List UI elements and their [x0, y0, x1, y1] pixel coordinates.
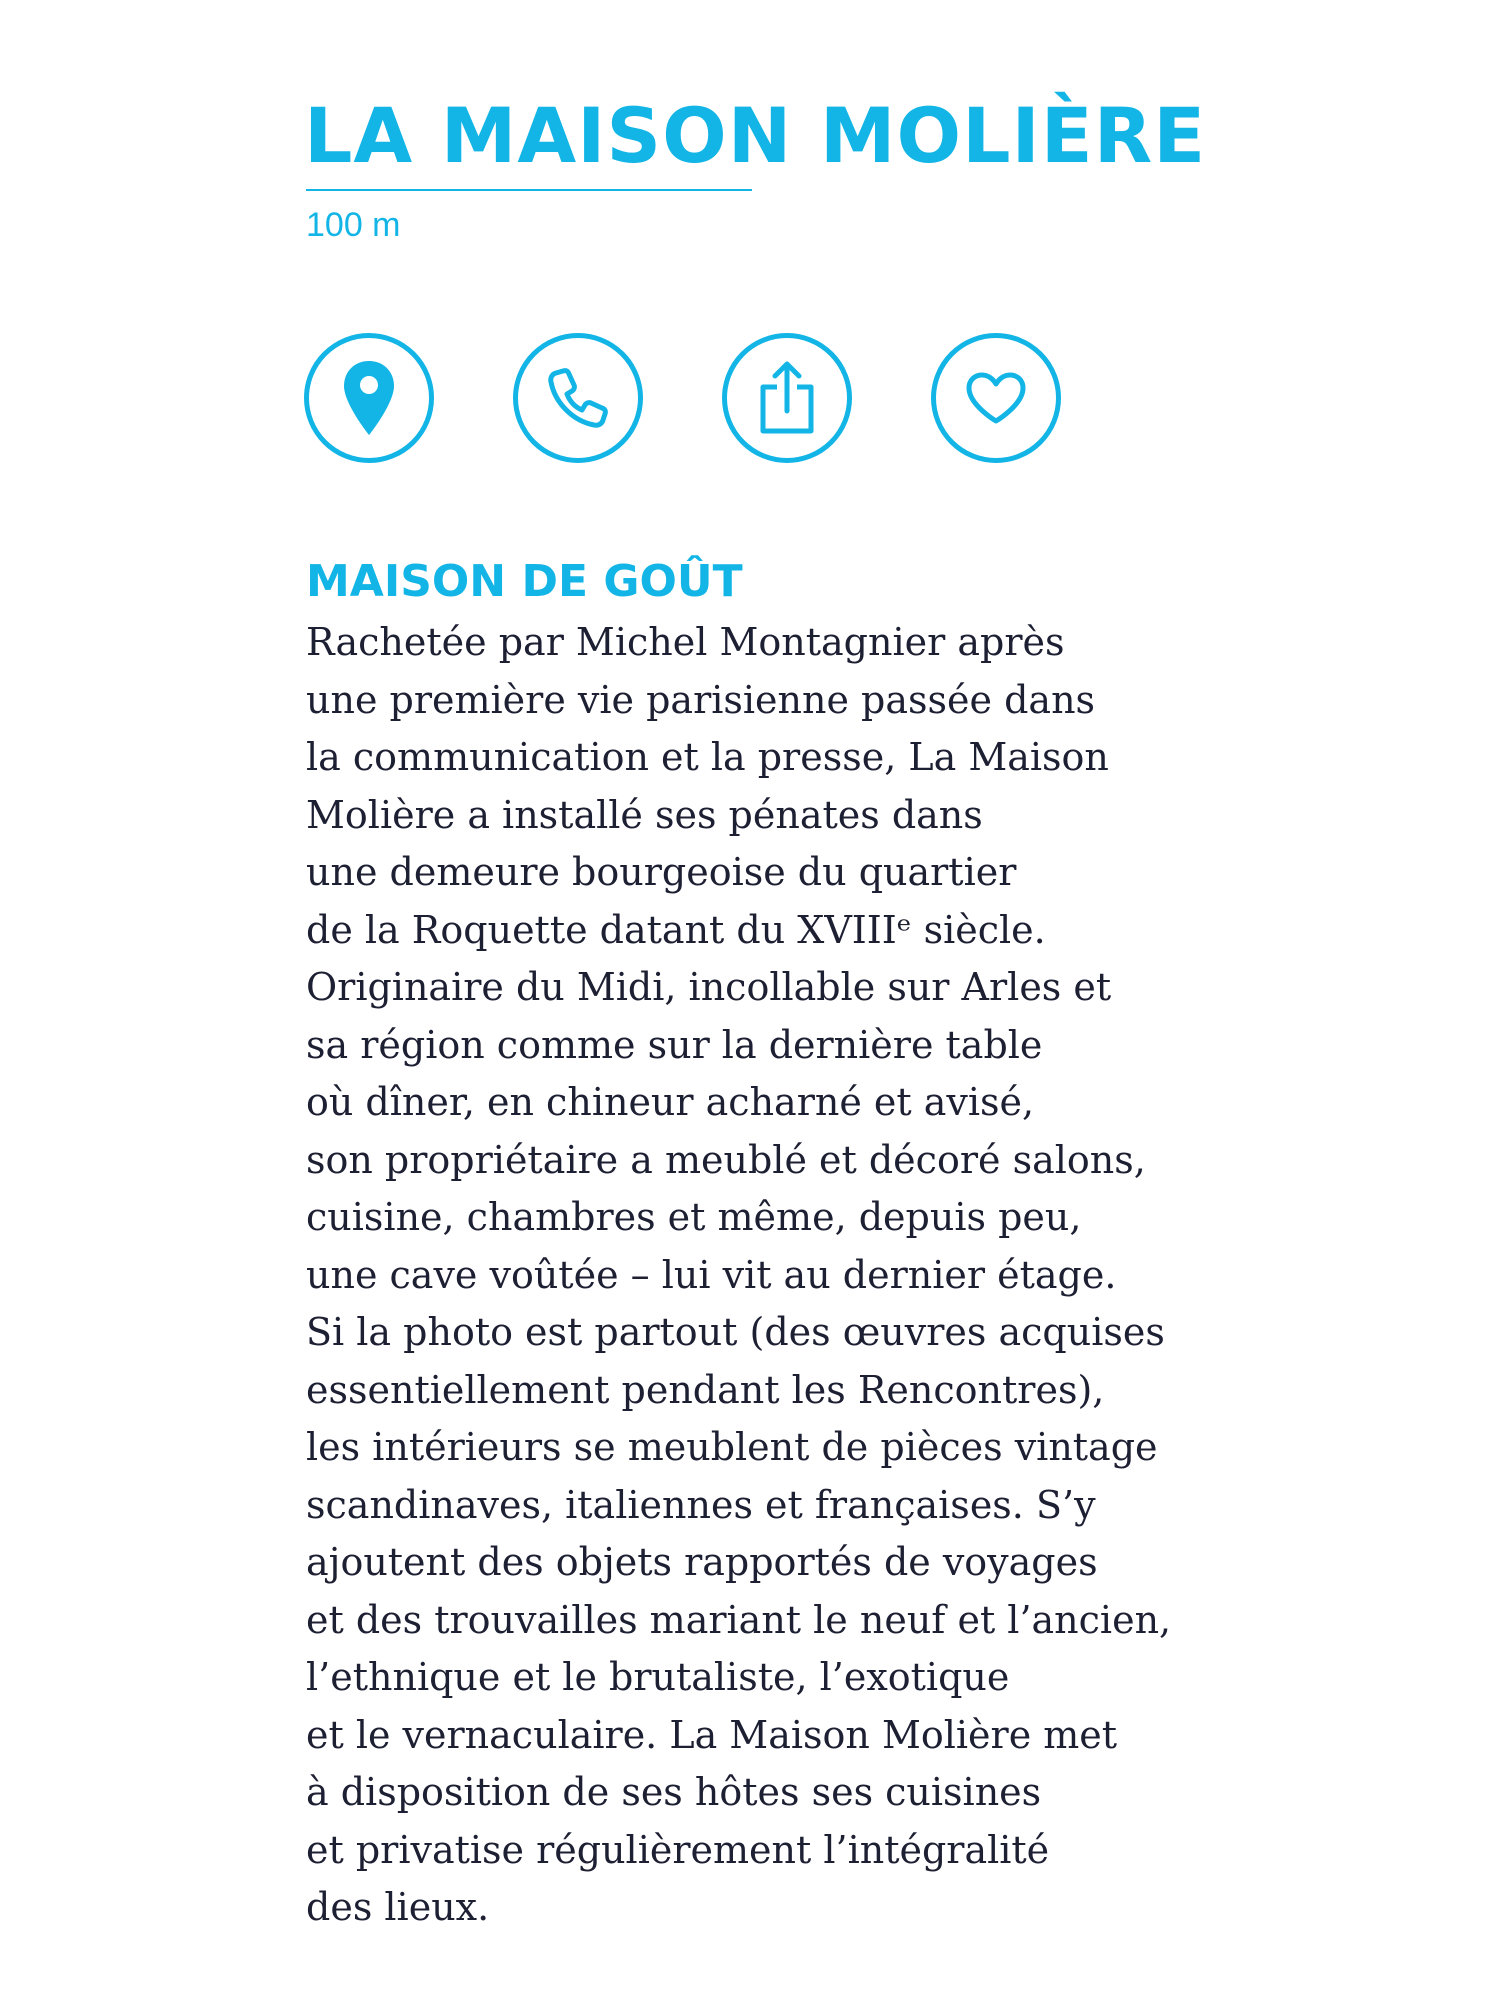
text-line: son propriétaire a meublé et décoré salons, — [306, 1137, 1146, 1182]
text-line: Rachetée par Michel Montagnier après — [306, 620, 1065, 664]
section-heading: MAISON DE GOÛT — [306, 556, 743, 607]
text-line: la communication et la presse, La Maison — [306, 735, 1109, 779]
heart-icon — [965, 371, 1027, 425]
text-line: Originaire du Midi, incollable sur Arles et — [306, 965, 1112, 1009]
text-line: où dîner, en chineur acharné et avisé, — [306, 1080, 1035, 1124]
title-divider — [306, 189, 752, 191]
text-line: à disposition de ses hôtes ses cuisines — [306, 1770, 1042, 1814]
text-line: une première vie parisienne passée dans — [306, 677, 1096, 722]
description-text — [306, 614, 1306, 1937]
text-line: Si la photo est partout (des œuvres acquises — [306, 1310, 1165, 1354]
text-line: ajoutent des objets rapportés de voyages — [306, 1540, 1098, 1584]
share-icon — [757, 361, 817, 435]
text-line: cuisine, chambres et même, depuis peu, — [306, 1195, 1082, 1239]
text-line: des lieux. — [306, 1885, 490, 1929]
text-line: une demeure bourgeoise du quartier — [306, 850, 1017, 894]
text-line: et des trouvailles mariant le neuf et l’ancien, — [306, 1597, 1172, 1642]
text-line: et privatise régulièrement l’intégralité — [306, 1827, 1050, 1872]
map-pin-icon — [342, 359, 396, 437]
text-line: essentiellement pendant les Rencontres), — [306, 1367, 1105, 1412]
text-line: les intérieurs se meublent de pièces vintage — [306, 1425, 1158, 1469]
distance-label: 100 m — [306, 206, 401, 244]
page-title: LA MAISON MOLIÈRE — [304, 91, 1207, 180]
text-line: de la Roquette datant du XVIIIᵉ siècle. — [306, 907, 1046, 952]
favorite-button[interactable] — [931, 333, 1061, 463]
text-line: et le vernaculaire. La Maison Molière met — [306, 1712, 1118, 1757]
text-line: sa région comme sur la dernière table — [306, 1022, 1043, 1067]
text-line: une cave voûtée – lui vit au dernier étage. — [306, 1252, 1117, 1297]
text-line: scandinaves, italiennes et françaises. S’y — [306, 1482, 1096, 1527]
location-button[interactable] — [304, 333, 434, 463]
action-bar — [304, 333, 1064, 463]
phone-button[interactable] — [513, 333, 643, 463]
share-button[interactable] — [722, 333, 852, 463]
text-line: l’ethnique et le brutaliste, l’exotique — [306, 1655, 1010, 1699]
text-line: Molière a installé ses pénates dans — [306, 792, 983, 837]
phone-icon — [546, 366, 610, 430]
